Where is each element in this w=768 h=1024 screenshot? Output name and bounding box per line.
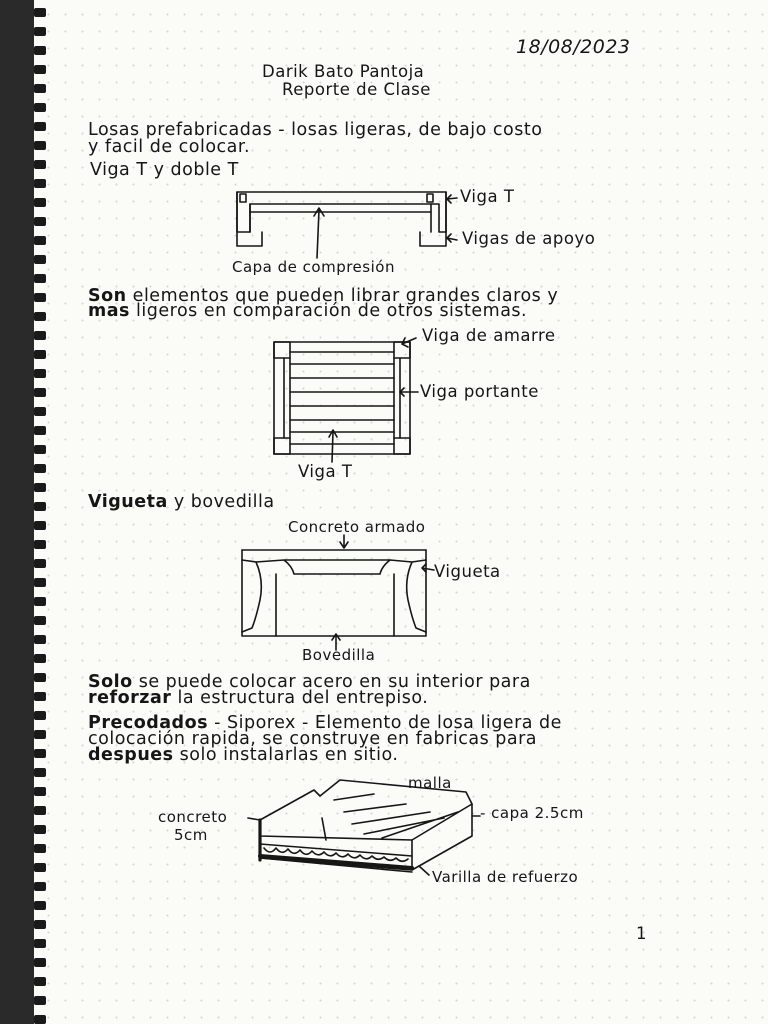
section3-heading-bold: Vigueta <box>88 492 168 512</box>
section5-bold1: Precodados <box>88 713 209 733</box>
report-subtitle: Reporte de Clase <box>282 80 431 99</box>
label-viga-t: Viga T <box>460 187 515 206</box>
diagram-siporex <box>248 780 480 875</box>
section5-line2: colocación rapida, se construye en fabricas para <box>88 729 537 749</box>
label-bovedilla: Bovedilla <box>302 646 376 664</box>
section1-line2: y facil de colocar. <box>88 137 251 157</box>
label-varilla: Varilla de refuerzo <box>432 868 579 886</box>
label-concreto-cm: 5cm <box>174 826 208 844</box>
section5-text3: solo instalarlas en sitio. <box>179 745 399 765</box>
label-concreto-armado: Concreto armado <box>288 518 426 536</box>
diagram-viga-amarre <box>274 338 418 462</box>
section2-text2: ligeros en comparación de otros sistemas. <box>136 301 528 321</box>
label-vigueta: Vigueta <box>434 562 501 581</box>
diagram-viga-t <box>237 192 457 258</box>
section4-text2: la estructura del entrepiso. <box>177 688 429 708</box>
label-concreto: concreto <box>158 808 228 826</box>
page-number: 1 <box>636 924 647 943</box>
label-vigas-apoyo: Vigas de apoyo <box>462 229 596 248</box>
label-viga-amarre: Viga de amarre <box>422 326 556 345</box>
label-viga-portante: Viga portante <box>420 382 539 401</box>
section5-bold3: despues <box>88 745 174 765</box>
diagram-vigueta-bovedilla <box>242 535 434 650</box>
label-viga-t-2: Viga T <box>298 462 353 481</box>
label-capa-compresion: Capa de compresión <box>232 258 395 276</box>
section4-text1: se puede colocar acero en su interior para <box>138 672 531 692</box>
label-capa: - capa 2.5cm <box>480 804 584 822</box>
section5-text1: - Siporex - Elemento de losa ligera de <box>214 713 562 733</box>
notebook-page <box>34 0 768 1024</box>
section2-bold2: mas <box>88 301 130 321</box>
section4-bold2: reforzar <box>88 688 172 708</box>
label-malla: malla <box>408 774 452 792</box>
section2-bold1: Son <box>88 286 127 306</box>
section2-text1: elementos que pueden librar grandes claros y <box>132 286 559 306</box>
drawings <box>34 0 768 1024</box>
author-name: Darik Bato Pantoja <box>262 62 425 81</box>
date: 18/08/2023 <box>516 36 631 58</box>
section4-bold1: Solo <box>88 672 133 692</box>
section3-heading-rest: y bovedilla <box>173 492 275 512</box>
section1-line1: Losas prefabricadas - losas ligeras, de bajo costo <box>88 120 543 140</box>
section1-heading: Viga T y doble T <box>90 160 239 180</box>
